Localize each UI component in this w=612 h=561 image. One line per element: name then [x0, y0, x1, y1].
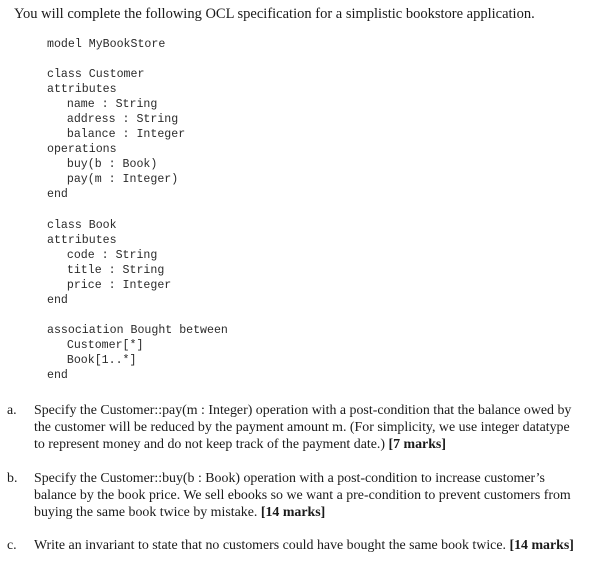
question-line: Write an invariant to state that no customers could have bought the same book twice. [34, 538, 510, 553]
code-line: name : String [46, 98, 158, 111]
question-line: to represent money and do not keep track of the payment date.) [34, 437, 389, 452]
code-line: end [47, 369, 68, 382]
code-line: Book[1..*] [46, 354, 137, 367]
code-line: end [47, 188, 68, 201]
code-line: code : String [46, 249, 158, 262]
question-label: c. [7, 538, 17, 553]
marks-label: [14 marks] [509, 538, 574, 553]
question-line: balance by the book price. We sell ebooks so we want a pre-condition to prevent customers from [34, 488, 571, 503]
code-line: balance : Integer [46, 128, 186, 141]
code-line: price : Integer [46, 279, 172, 292]
code-line: attributes [47, 83, 117, 96]
intro-text: You will complete the following OCL specification for a simplistic bookstore application. [14, 6, 535, 22]
question-text [34, 470, 605, 521]
code-line: title : String [46, 264, 165, 277]
question-a [7, 402, 605, 453]
question-label: a. [7, 403, 17, 418]
code-line: Customer[*] [46, 339, 144, 352]
question-label: b. [7, 471, 18, 486]
question-line: Specify the Customer::buy(b : Book) operation with a post-condition to increase customer’s [34, 471, 545, 486]
question-line: the customer will be reduced by the payment amount m. (For simplicity, we use integer datatype [34, 420, 570, 435]
question-c [7, 537, 605, 554]
code-line: class Book [47, 219, 117, 232]
code-line: buy(b : Book) [46, 158, 158, 171]
question-line: Specify the Customer::pay(m : Integer) operation with a post-condition that the balance owed by [34, 403, 572, 418]
question-b [7, 470, 605, 521]
question-text [34, 402, 605, 453]
code-line: address : String [46, 113, 179, 126]
question-text [34, 537, 605, 554]
code-line: class Customer [47, 68, 145, 81]
code-line: model MyBookStore [47, 38, 166, 51]
marks-label: [7 marks] [388, 437, 446, 452]
code-line: attributes [47, 234, 117, 247]
code-line: pay(m : Integer) [46, 173, 179, 186]
marks-label: [14 marks] [260, 505, 326, 520]
question-line: buying the same book twice by mistake. [34, 505, 261, 520]
code-line: association Bought between [47, 324, 228, 337]
code-line: end [47, 294, 68, 307]
code-line: operations [47, 143, 117, 156]
